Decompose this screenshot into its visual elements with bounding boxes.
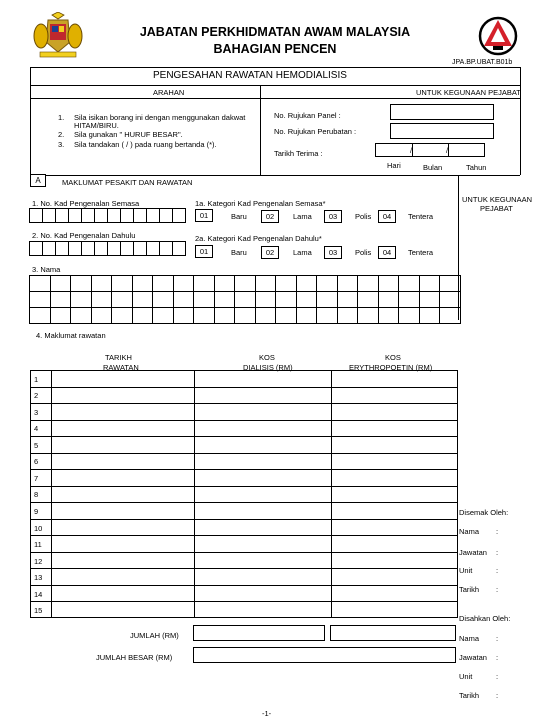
kp-dahulu-grid[interactable] (30, 242, 186, 256)
nama-char-box[interactable] (439, 307, 461, 324)
tarikh-cell[interactable] (51, 536, 194, 553)
table-row (31, 520, 457, 537)
nama-char-box[interactable] (234, 275, 256, 292)
jumlah-label: JUMLAH (RM) (130, 631, 179, 640)
nama-char-box[interactable] (275, 307, 297, 324)
col-dialisis-header-1: KOS (259, 353, 275, 362)
nama-char-box[interactable] (111, 307, 133, 324)
arahan-text-1b: HITAM/BIRU. (74, 121, 119, 130)
kat-dahulu-code-02[interactable]: 02 (261, 246, 279, 259)
agency-name: JABATAN PERKHIDMATAN AWAM MALAYSIA (139, 25, 411, 39)
row-number: 8 (34, 490, 39, 500)
kos-epo-cell[interactable] (331, 553, 459, 570)
kos-epo-cell[interactable] (331, 569, 459, 586)
tarikh-cell[interactable] (51, 520, 194, 537)
kat-dahulu-label-01: Baru (231, 248, 247, 257)
kos-epo-cell[interactable] (331, 487, 459, 504)
kos-dialisis-cell[interactable] (194, 536, 331, 553)
rujukan-perubatan-field[interactable] (390, 123, 494, 139)
disemak-nama-colon: : (496, 527, 499, 536)
jumlah-dialisis-field[interactable] (193, 625, 325, 641)
office-heading: UNTUK KEGUNAAN PEJABAT (416, 88, 521, 97)
row-number: 4 (34, 424, 39, 434)
nama-char-box[interactable] (398, 307, 420, 324)
nama-char-box[interactable] (91, 275, 113, 292)
table-row (31, 371, 457, 388)
kp-dahulu-char-box[interactable] (42, 241, 56, 256)
kat-dahulu-options[interactable] (195, 245, 455, 259)
row-number: 1 (34, 374, 39, 384)
kat-dahulu-label: 2a. Kategori Kad Pengenalan Dahulu* (195, 234, 322, 243)
kp-semasa-char-box[interactable] (68, 208, 82, 223)
kat-semasa-label-02: Lama (293, 212, 312, 221)
nama-char-box[interactable] (193, 307, 215, 324)
kos-dialisis-cell[interactable] (194, 454, 331, 471)
nama-char-box[interactable] (398, 291, 420, 308)
nama-grid[interactable] (30, 276, 461, 324)
kos-epo-cell[interactable] (331, 586, 459, 603)
tarikh-terima-label: Tarikh Terima : (274, 149, 323, 158)
kp-dahulu-char-box[interactable] (133, 241, 147, 256)
nama-char-box[interactable] (357, 307, 379, 324)
arahan-text-2: Sila gunakan " HURUF BESAR". (74, 130, 183, 139)
tarikh-cell[interactable] (51, 503, 194, 520)
kp-semasa-char-box[interactable] (94, 208, 108, 223)
nama-char-box[interactable] (50, 275, 72, 292)
disemak-jawatan: Jawatan (459, 548, 487, 557)
tarikh-cell[interactable] (51, 404, 194, 421)
kos-dialisis-cell[interactable] (194, 487, 331, 504)
nama-char-box[interactable] (255, 307, 277, 324)
nama-char-box[interactable] (419, 307, 441, 324)
kp-dahulu-label: 2. No. Kad Pengenalan Dahulu (32, 231, 136, 240)
jumlah-besar-field[interactable] (193, 647, 456, 663)
tarikh-cell[interactable] (51, 602, 194, 619)
kp-semasa-char-box[interactable] (159, 208, 173, 223)
kat-dahulu-label-03: Polis (355, 248, 372, 257)
table-row (31, 536, 457, 553)
kos-epo-cell[interactable] (331, 421, 459, 438)
nama-char-box[interactable] (316, 291, 338, 308)
nama-char-box[interactable] (152, 307, 174, 324)
kp-semasa-char-box[interactable] (172, 208, 186, 223)
nama-char-box[interactable] (132, 275, 154, 292)
table-row (31, 602, 457, 619)
kos-dialisis-cell[interactable] (194, 586, 331, 603)
nama-char-box[interactable] (50, 291, 72, 308)
row-number: 3 (34, 407, 39, 417)
row-number: 14 (34, 589, 43, 599)
disahkan-tarikh-colon: : (496, 691, 499, 700)
nama-char-box[interactable] (111, 291, 133, 308)
nama-char-box[interactable] (152, 275, 174, 292)
kp-dahulu-char-box[interactable] (107, 241, 121, 256)
kp-dahulu-char-box[interactable] (94, 241, 108, 256)
kat-semasa-options[interactable] (195, 209, 455, 223)
nama-char-box[interactable] (173, 307, 195, 324)
kat-semasa-label-04: Tentera (408, 212, 434, 221)
tahun-label: Tahun (466, 163, 487, 172)
disemak-title: Disemak Oleh: (459, 508, 509, 517)
kp-semasa-char-box[interactable] (133, 208, 147, 223)
kos-epo-cell[interactable] (331, 388, 459, 405)
table-row (31, 586, 457, 603)
tarikh-cell[interactable] (51, 569, 194, 586)
nama-char-box[interactable] (337, 291, 359, 308)
kos-dialisis-cell[interactable] (194, 503, 331, 520)
row-number: 10 (34, 523, 43, 533)
nama-char-box[interactable] (357, 291, 379, 308)
kos-epo-cell[interactable] (331, 536, 459, 553)
kos-dialisis-cell[interactable] (194, 388, 331, 405)
nama-char-box[interactable] (91, 291, 113, 308)
disahkan-jawatan: Jawatan (459, 653, 487, 662)
nama-char-box[interactable] (275, 291, 297, 308)
kos-epo-cell[interactable] (331, 503, 459, 520)
kp-semasa-grid[interactable] (30, 209, 186, 223)
form-title: PENGESAHAN RAWATAN HEMODIALISIS (153, 70, 347, 81)
nama-char-box[interactable] (378, 291, 400, 308)
hari-label: Hari (387, 161, 401, 170)
date-sep-1: / (410, 146, 413, 155)
nama-char-box[interactable] (419, 275, 441, 292)
jumlah-besar-label: JUMLAH BESAR (RM) (96, 653, 173, 662)
kat-semasa-label-03: Polis (355, 212, 372, 221)
kp-semasa-char-box[interactable] (81, 208, 95, 223)
maklumat-rawatan-label: 4. Maklumat rawatan (36, 331, 106, 340)
disahkan-title: Disahkan Oleh: (459, 614, 511, 623)
row-number: 9 (34, 507, 39, 517)
nama-char-box[interactable] (50, 307, 72, 324)
col-tarikh-header-1: TARIKH (105, 353, 132, 362)
table-row (31, 388, 457, 405)
disahkan-jawatan-colon: : (496, 653, 499, 662)
nama-char-box[interactable] (398, 275, 420, 292)
kos-epo-cell[interactable] (331, 371, 459, 388)
kp-dahulu-char-box[interactable] (172, 241, 186, 256)
col-epo-header-2: ERYTHROPOETIN (RM) (349, 363, 433, 372)
kp-semasa-char-box[interactable] (29, 208, 43, 223)
tarikh-cell[interactable] (51, 454, 194, 471)
arahan-text-1: Sila isikan borang ini dengan menggunakan dakwat (74, 113, 246, 122)
division-name: BAHAGIAN PENCEN (213, 42, 337, 56)
kos-dialisis-cell[interactable] (194, 404, 331, 421)
row-number: 5 (34, 440, 39, 450)
bulan-label: Bulan (423, 163, 443, 172)
nama-char-box[interactable] (29, 275, 51, 292)
tarikh-terima-field[interactable] (375, 143, 485, 157)
nama-char-box[interactable] (439, 275, 461, 292)
nama-char-box[interactable] (29, 307, 51, 324)
rujukan-panel-label: No. Rujukan Panel : (274, 111, 341, 120)
arahan-heading: ARAHAN (153, 88, 185, 97)
rujukan-perubatan-label: No. Rujukan Perubatan : (274, 127, 357, 136)
section-a-title: MAKLUMAT PESAKIT DAN RAWATAN (62, 178, 193, 187)
disahkan-nama-colon: : (496, 634, 499, 643)
col-dialisis-header-2: DIALISIS (RM) (243, 363, 293, 372)
nama-char-box[interactable] (316, 307, 338, 324)
kos-epo-cell[interactable] (331, 404, 459, 421)
nama-label: 3. Nama (32, 265, 61, 274)
nama-char-box[interactable] (214, 291, 236, 308)
disemak-tarikh: Tarikh (459, 585, 480, 594)
kp-semasa-char-box[interactable] (120, 208, 134, 223)
arahan-text-3: Sila tandakan ( / ) pada ruang bertanda (*). (74, 140, 217, 149)
disahkan-unit-colon: : (496, 672, 499, 681)
row-number: 11 (34, 540, 42, 550)
col-tarikh-header-2: RAWATAN (103, 363, 139, 372)
nama-char-box[interactable] (132, 307, 154, 324)
table-row (31, 404, 457, 421)
nama-char-box[interactable] (70, 275, 92, 292)
disahkan-tarikh: Tarikh (459, 691, 480, 700)
nama-char-box[interactable] (439, 291, 461, 308)
disahkan-unit: Unit (459, 672, 473, 681)
jpa-logo (478, 16, 518, 56)
kat-semasa-code-03[interactable]: 03 (324, 210, 342, 223)
nama-char-box[interactable] (173, 275, 195, 292)
nama-char-box[interactable] (70, 307, 92, 324)
kos-epo-cell[interactable] (331, 454, 459, 471)
nama-char-box[interactable] (316, 275, 338, 292)
tarikh-cell[interactable] (51, 487, 194, 504)
kp-semasa-char-box[interactable] (42, 208, 56, 223)
nama-char-box[interactable] (296, 275, 318, 292)
tarikh-cell[interactable] (51, 470, 194, 487)
kp-semasa-char-box[interactable] (107, 208, 121, 223)
row-number: 7 (34, 473, 39, 483)
nama-char-box[interactable] (193, 291, 215, 308)
disemak-jawatan-colon: : (496, 548, 499, 557)
kp-dahulu-char-box[interactable] (29, 241, 43, 256)
form-code: JPA.BP.UBAT.B01b (452, 59, 513, 66)
table-row (31, 487, 457, 504)
kos-epo-cell[interactable] (331, 470, 459, 487)
table-row (31, 553, 457, 570)
kp-semasa-label: 1. No. Kad Pengenalan Semasa (32, 199, 140, 208)
disemak-unit: Unit (459, 566, 473, 575)
kat-semasa-code-02[interactable]: 02 (261, 210, 279, 223)
kp-dahulu-char-box[interactable] (68, 241, 82, 256)
tarikh-cell[interactable] (51, 371, 194, 388)
tarikh-cell[interactable] (51, 388, 194, 405)
government-crest-logo (30, 12, 86, 60)
nama-char-box[interactable] (296, 291, 318, 308)
kp-dahulu-char-box[interactable] (146, 241, 160, 256)
arahan-num-1: 1. (58, 113, 65, 122)
table-row (31, 470, 457, 487)
kos-dialisis-cell[interactable] (194, 602, 331, 619)
kos-epo-cell[interactable] (331, 520, 459, 537)
nama-char-box[interactable] (255, 291, 277, 308)
section-a-badge: A (30, 174, 46, 187)
nama-char-box[interactable] (234, 307, 256, 324)
table-row (31, 503, 457, 520)
kos-dialisis-cell[interactable] (194, 371, 331, 388)
kos-dialisis-cell[interactable] (194, 437, 331, 454)
nama-char-box[interactable] (337, 307, 359, 324)
row-number: 15 (34, 606, 43, 616)
kp-semasa-char-box[interactable] (146, 208, 160, 223)
kp-dahulu-char-box[interactable] (159, 241, 173, 256)
nama-char-box[interactable] (70, 291, 92, 308)
rujukan-panel-field[interactable] (390, 104, 494, 120)
tarikh-cell[interactable] (51, 586, 194, 603)
nama-char-box[interactable] (29, 291, 51, 308)
kp-semasa-char-box[interactable] (55, 208, 69, 223)
kos-dialisis-cell[interactable] (194, 553, 331, 570)
kos-epo-cell[interactable] (331, 602, 459, 619)
nama-char-box[interactable] (193, 275, 215, 292)
nama-char-box[interactable] (111, 275, 133, 292)
tarikh-cell[interactable] (51, 421, 194, 438)
row-number: 6 (34, 457, 39, 467)
disemak-unit-colon: : (496, 566, 499, 575)
kat-semasa-code-04[interactable]: 04 (378, 210, 396, 223)
tarikh-cell[interactable] (51, 437, 194, 454)
tarikh-cell[interactable] (51, 553, 194, 570)
nama-char-box[interactable] (234, 291, 256, 308)
disemak-nama: Nama (459, 527, 480, 536)
kat-dahulu-code-01[interactable]: 01 (195, 245, 213, 258)
kos-epo-cell[interactable] (331, 437, 459, 454)
table-row (31, 437, 457, 454)
nama-char-box[interactable] (132, 291, 154, 308)
table-row (31, 421, 457, 438)
kat-semasa-label-01: Baru (231, 212, 247, 221)
table-row (31, 454, 457, 471)
date-sep-2: / (446, 146, 449, 155)
kp-dahulu-char-box[interactable] (81, 241, 95, 256)
row-number: 13 (34, 573, 43, 583)
table-row (31, 569, 457, 586)
kp-dahulu-char-box[interactable] (55, 241, 69, 256)
row-number: 2 (34, 391, 39, 401)
jumlah-epo-field[interactable] (330, 625, 456, 641)
office-use-label-2: PEJABAT (480, 204, 513, 213)
kat-semasa-label: 1a. Kategori Kad Pengenalan Semasa* (195, 199, 326, 208)
disemak-tarikh-colon: : (496, 585, 499, 594)
kos-dialisis-cell[interactable] (194, 470, 331, 487)
arahan-num-2: 2. (58, 130, 65, 139)
nama-char-box[interactable] (357, 275, 379, 292)
nama-char-box[interactable] (152, 291, 174, 308)
nama-char-box[interactable] (255, 275, 277, 292)
nama-char-box[interactable] (214, 307, 236, 324)
nama-char-box[interactable] (378, 307, 400, 324)
nama-char-box[interactable] (214, 275, 236, 292)
kos-dialisis-cell[interactable] (194, 569, 331, 586)
kat-dahulu-code-03[interactable]: 03 (324, 246, 342, 259)
col-epo-header-1: KOS (385, 353, 401, 362)
kat-dahulu-label-04: Tentera (408, 248, 434, 257)
nama-char-box[interactable] (275, 275, 297, 292)
kat-dahulu-label-02: Lama (293, 248, 312, 257)
nama-char-box[interactable] (173, 291, 195, 308)
page-number: -1- (262, 709, 272, 718)
nama-char-box[interactable] (378, 275, 400, 292)
row-number: 12 (34, 556, 43, 566)
treatment-table (30, 370, 458, 618)
nama-char-box[interactable] (91, 307, 113, 324)
office-use-label: UNTUK KEGUNAAN (462, 195, 533, 204)
nama-char-box[interactable] (337, 275, 359, 292)
nama-char-box[interactable] (419, 291, 441, 308)
kos-dialisis-cell[interactable] (194, 520, 331, 537)
kos-dialisis-cell[interactable] (194, 421, 331, 438)
arahan-num-3: 3. (58, 140, 65, 149)
nama-char-box[interactable] (296, 307, 318, 324)
kat-dahulu-code-04[interactable]: 04 (378, 246, 396, 259)
disahkan-nama: Nama (459, 634, 480, 643)
kp-dahulu-char-box[interactable] (120, 241, 134, 256)
kat-semasa-code-01[interactable]: 01 (195, 209, 213, 222)
